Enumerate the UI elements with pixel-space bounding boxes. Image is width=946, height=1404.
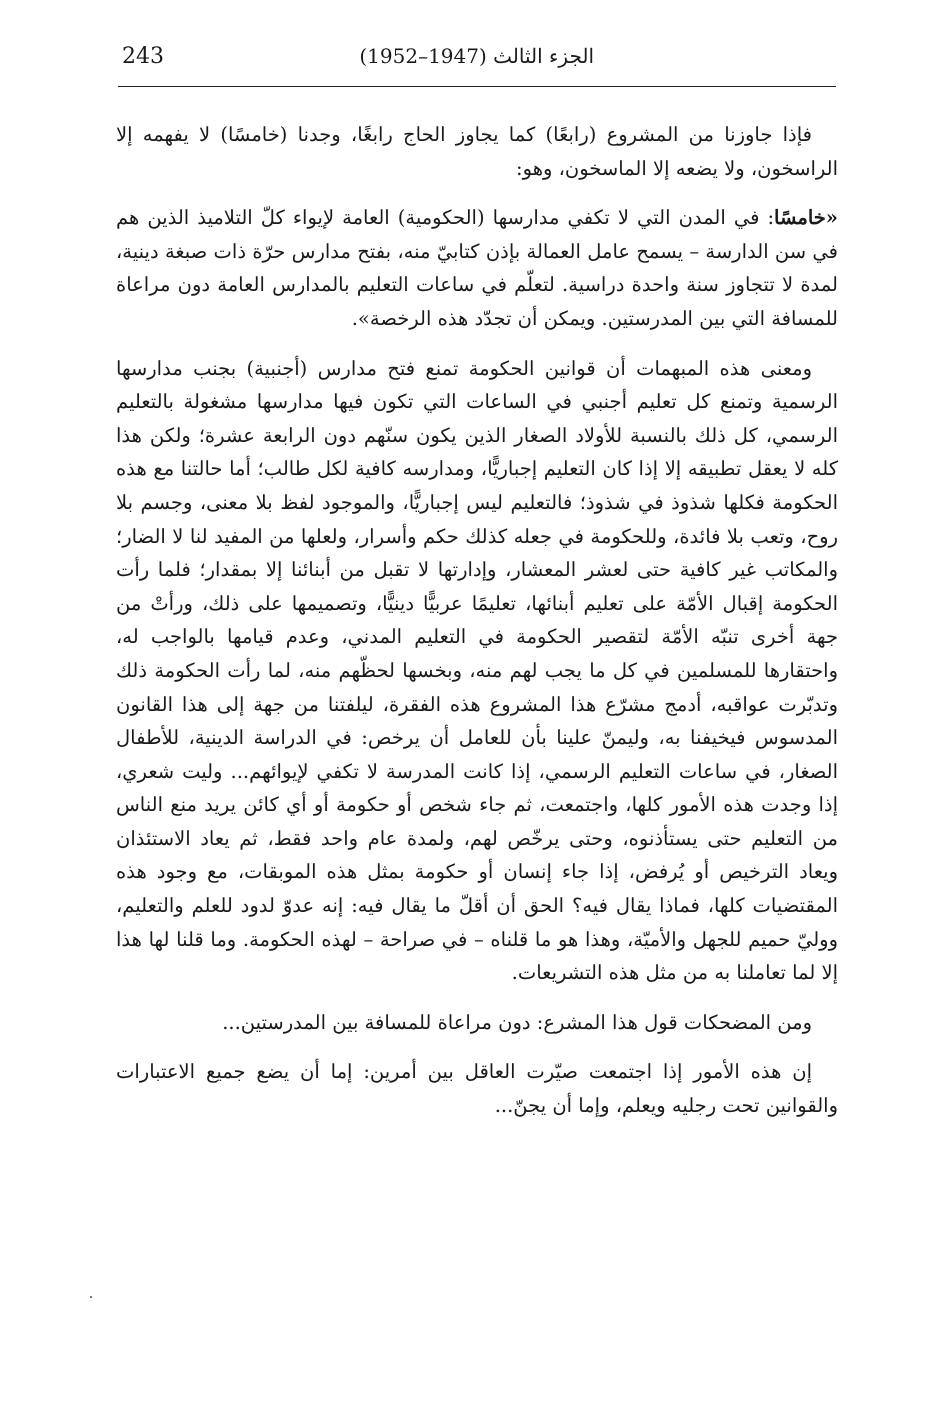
paragraph-1: فإذا جاوزنا من المشروع (رابعًا) كما يجاوز الحاج رابغًا، وجدنا (خامسًا) لا يفهمه إلا الراسخون، ولا يضعه إلا الماسخون، وهو: bbox=[116, 123, 838, 180]
margin-dot bbox=[90, 1296, 92, 1298]
paragraph-5: إن هذه الأمور إذا اجتمعت صيّرت العاقل بين أمرين: إما أن يضع جميع الاعتبارات والقوانين تحت رجليه ويعلم، وإما أن يجنّ... bbox=[116, 1060, 838, 1118]
quoted-clause-text: : في المدن التي لا تكفي مدارسها (الحكومية) العامة لإيواء كلّ التلاميذ الذين هم في سن الدارسة – يسمح عامل العمالة بإذن كتابيّ منه، بفتح مدارس حرّة ذات صبغة دينية، لمدة لا تتجاوز سنة واحدة دراسية. لتعلّم في ساعات التعليم بالمدارس العامة دون مراعاة للمسافة التي بين المدرستين. ويمكن أن تجدّد هذه الرخصة». bbox=[116, 206, 838, 330]
running-head: الجزء الثالث (1947–1952) bbox=[359, 44, 594, 68]
page-body bbox=[116, 118, 838, 1139]
paragraph-3: ومعنى هذه المبهمات أن قوانين الحكومة تمنع فتح مدارس (أجنبية) بجنب مدارسها الرسمية وتمنع كل تعليم أجنبي في الساعات التي تكون فيها مدارسها مشغولة بالتعليم الرسمي، كل ذلك بالنسبة للأولاد الصغار الذين يكون سنّهم دون الرابعة عشرة؛ ولكن هذا كله لا يعقل تطبيقه إلا إذا كان التعليم إجباريًّا، ومدارسه كافية لكل طالب؛ أما حالتنا مع هذه الحكومة فكلها شذوذ في شذوذ؛ فالتعليم ليس إجباريًّا، والموجود لفظ بلا معنى، وجسم بلا روح، وتعب بلا فائدة، وللحكومة في جعله كذلك حكم وأسرار، ولعلها من المفيد لنا لا الضار؛ والمكاتب غير كافية حتى لعشر المعشار، وإدارتها لا تقبل من أبنائنا إلا بمقدار؛ فلما رأت الحكومة إقبال الأمّة على تعليم أبنائها، تعليمًا عربيًّا دينيًّا، وتصميمها على ذلك، ورأتْ من جهة أخرى تنبّه الأمّة لتقصير الحكومة في التعليم المدني، وعدم قيامها بالواجب له، واحتقارها للمسلمين في كل ما يجب لهم منه، وبخسها لحظّهم منه، لما رأت الحكومة ذلك وتدبّرت عواقبه، أدمج مشرّع هذا المشروع هذه الفقرة، ليلفتنا من جهة إلى هذا القانون المدسوس فيخيفنا به، وليمنّ علينا بأن للعامل أن يرخص: في الدراسة الدينية، للأطفال الصغار، في ساعات التعليم الرسمي، إذا كانت المدرسة لا تكفي لإيوائهم... وليت شعري، إذا وجدت هذه الأمور كلها، واجتمعت، ثم جاء شخص أو حكومة أو أي كائن يريد منع الناس من التعليم حتى يستأذنوه، وحتى يرخّص لهم، ولمدة عام واحد فقط، ثم يعاد الاستئذان ويعاد الترخيص أو يُرفض، إذا جاء إنسان أو حكومة بمثل هذه الموبقات، مع وجود هذه المقتضيات كلها، فماذا يقال فيه؟ الحق أن أقلّ ما يقال فيه: إنه عدوّ لدود للعلم والتعليم، ووليّ حميم للجهل والأميّة، وهذا هو ما قلناه – في صراحة – لهذه الحكومة. وما قلنا لها هذا إلا لما تعاملنا به من مثل هذه التشريعات. bbox=[116, 356, 838, 985]
page-number: 243 bbox=[122, 44, 164, 69]
page-header bbox=[118, 38, 836, 87]
paragraph-4: ومن المضحكات قول هذا المشرع: دون مراعاة للمسافة بين المدرستين... bbox=[222, 1010, 812, 1034]
quoted-clause-term: «خامسًا bbox=[774, 206, 838, 230]
paragraph-2-quote bbox=[116, 201, 838, 335]
